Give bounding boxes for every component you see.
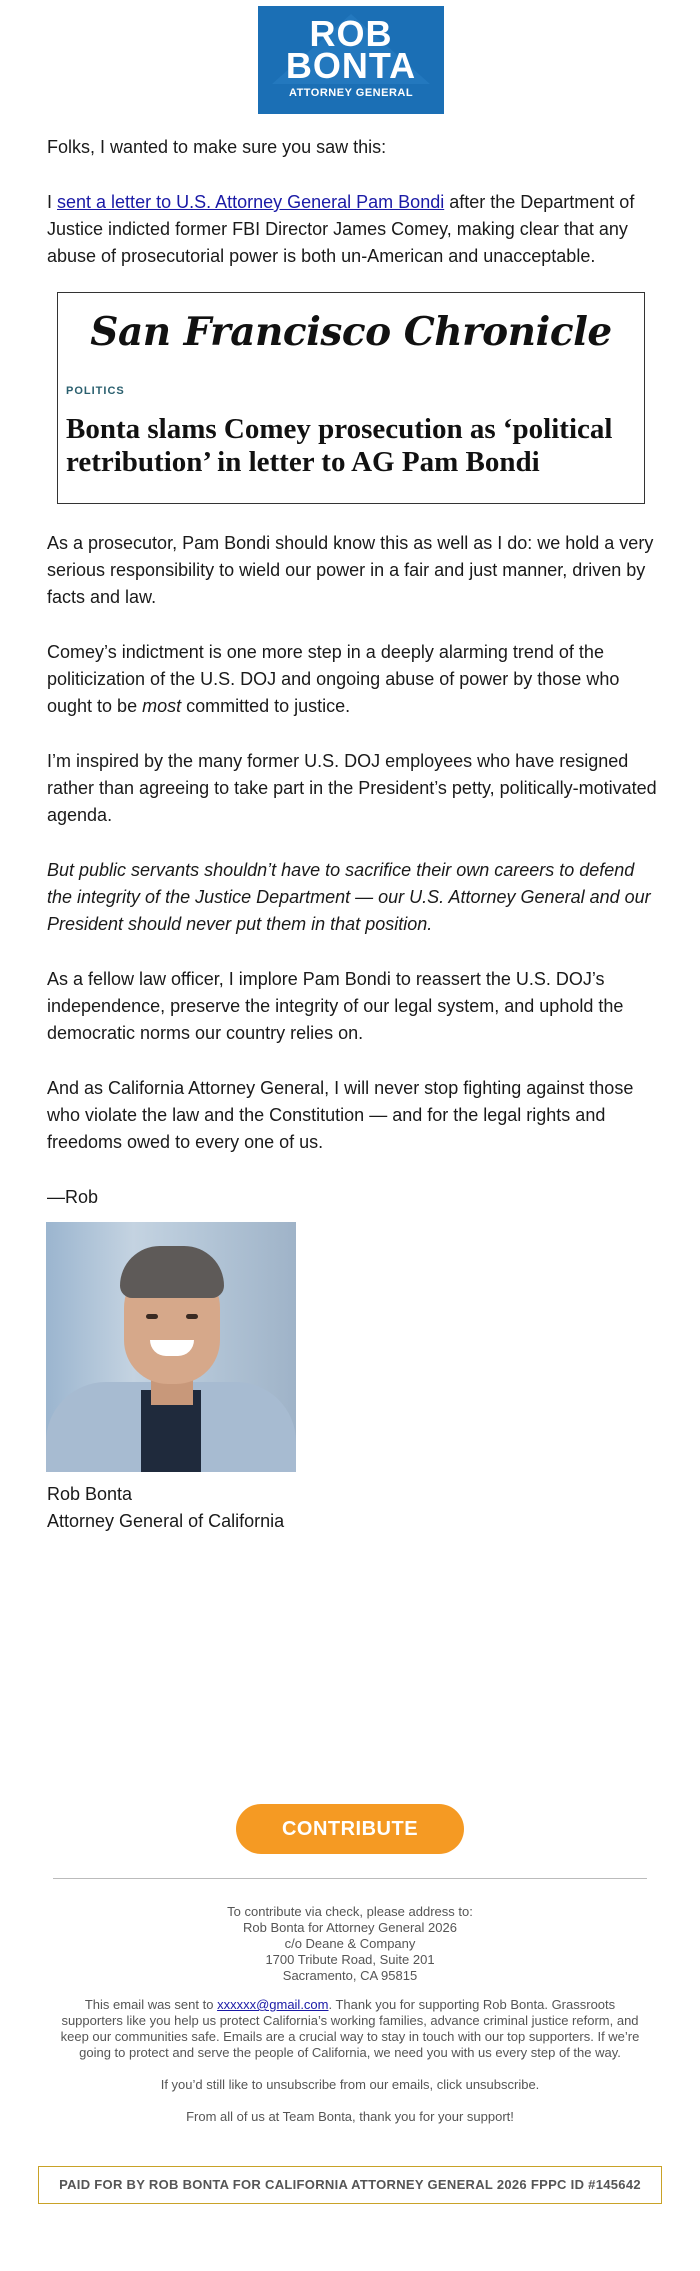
greeting: Folks, I wanted to make sure you saw this: [47,137,387,157]
paragraph-prosecutor: As a prosecutor, Pam Bondi should know this as well as I do: we hold a very serious responsibility to wield our power in a fair and just manner, driven by facts and law. [47,533,654,607]
paragraph-letter-prefix: I [47,192,58,212]
letter-link[interactable]: sent a letter to U.S. Attorney General Pam Bondi [57,192,445,212]
indictment-before: Comey’s indictment is one more step in a deeply alarming trend of the politicization of the U.S. DOJ and ongoing abuse of power by those who ought to be [47,642,620,716]
check-line-3: 1700 Tribute Road, Suite 201 [265,1952,435,1967]
article-headline: Bonta slams Comey prosecution as ‘political retribution’ in letter to AG Pam Bondi [66,413,613,478]
check-line-1: Rob Bonta for Attorney General 2026 [243,1920,457,1935]
paid-for-disclaimer: PAID FOR BY ROB BONTA FOR CALIFORNIA ATTORNEY GENERAL 2026 FPPC ID #145642 [38,2166,662,2204]
paragraph-indictment [47,639,659,720]
rob-bonta-logo [258,6,444,114]
signature-title: Attorney General of California [47,1511,285,1531]
indictment-emphasis: most [142,696,182,716]
logo-line-1: ROB [309,13,393,54]
paragraph-implore: As a fellow law officer, I implore Pam Bondi to reassert the U.S. DOJ’s independence, preserve the integrity of our legal system, and uphold the democratic norms our country relies on. [47,969,624,1043]
logo-line-3: ATTORNEY GENERAL [288,87,414,99]
paragraph-inspired: I’m inspired by the many former U.S. DOJ employees who have resigned rather than agreeing to take part in the President’s petty, politically-motivated agenda. [47,751,657,825]
photo-eye [146,1314,158,1319]
signoff: —Rob [47,1187,99,1207]
signature-name: Rob Bonta [47,1484,133,1504]
paragraph-california: And as California Attorney General, I will never stop fighting against those who violate the law and the Constitution — and for the legal rights and freedoms owed to every one of us. [47,1078,634,1152]
photo-hair [120,1246,224,1298]
sent-to-notice [60,1997,640,2061]
sent-to-prefix: This email was sent to [84,1997,218,2012]
paragraph-letter-suffix: after the Department of Justice indicted former FBI Director James Comey, making clear that any abuse of prosecutorial power is both un-American and unacceptable. [47,192,635,266]
photo-eye [186,1314,198,1319]
sent-to-suffix: . Thank you for supporting Rob Bonta. Grassroots supporters like you help us protect California’s working families, advance criminal justice reform, and keep our communities safe. Emails are a crucial way to stay in touch with our top supporters. If we’re going to protect and serve the people of California, we need you with us every step of the way. [60,1997,640,2060]
check-line-4: Sacramento, CA 95815 [282,1968,418,1983]
paragraph-letter [47,189,659,270]
article-section: POLITICS [66,385,125,397]
unsubscribe-text[interactable]: If you’d still like to unsubscribe from our emails, click unsubscribe. [160,2077,540,2092]
logo-line-2: BONTA [285,45,417,86]
rob-bonta-photo [46,1222,296,1472]
paragraph-public-servants: But public servants shouldn’t have to sacrifice their own careers to defend the integrity of the Justice Department — our U.S. Attorney General and our President should never put them in that position. [47,860,651,934]
publication-masthead: San Francisco Chronicle [90,309,612,355]
check-line-2: c/o Deane & Company [284,1936,416,1951]
article-card[interactable] [57,292,645,504]
contribute-button[interactable]: CONTRIBUTE [236,1804,464,1854]
recipient-email-link[interactable]: xxxxxx@gmail.com [217,1997,329,2012]
thanks-text: From all of us at Team Bonta, thank you for your support! [186,2109,514,2124]
indictment-after: committed to justice. [181,696,351,716]
check-intro: To contribute via check, please address to: [227,1904,473,1919]
footer-divider [53,1878,647,1879]
